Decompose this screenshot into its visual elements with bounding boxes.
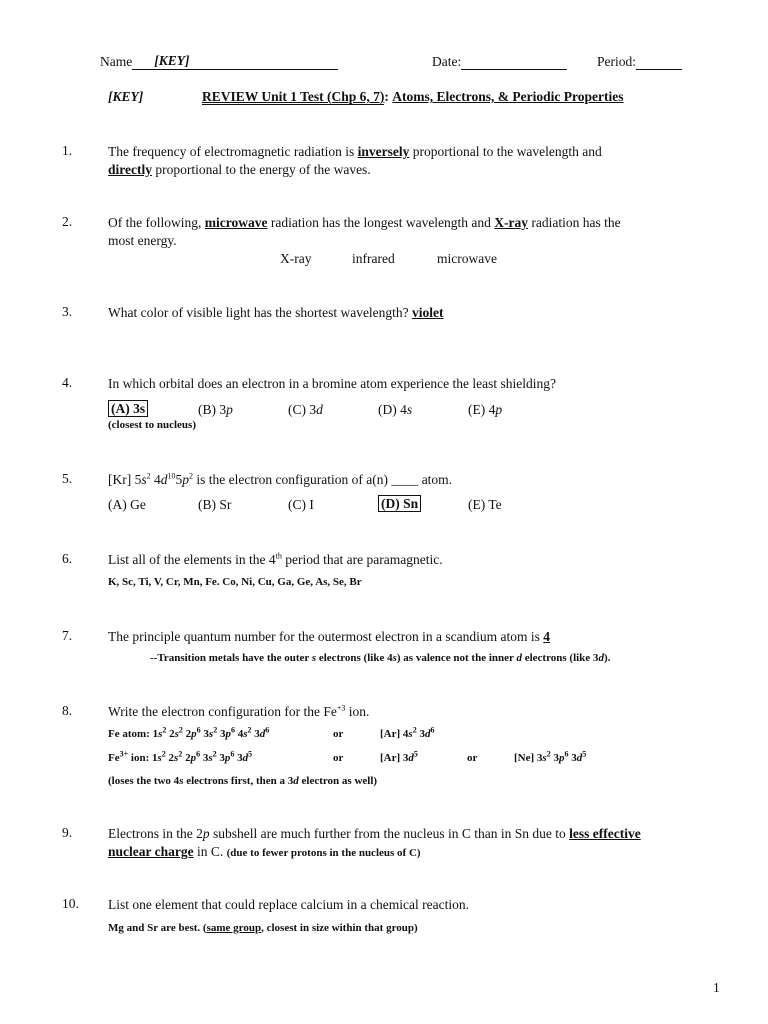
q5-option-b: (B) Sr	[198, 497, 232, 512]
q4-option-e-orbital: p	[495, 402, 503, 417]
q2-option-xray: X-ray	[280, 251, 312, 266]
fe-ion-label-b: ion:	[128, 752, 153, 764]
q9-number: 9.	[62, 825, 73, 840]
q8-note-c: electron as well)	[298, 775, 378, 787]
q8-note-a: (loses the two 4	[108, 775, 180, 787]
q5-cfg-a: [Kr] 5	[108, 472, 142, 487]
q9-t1i: p	[202, 826, 210, 841]
q4-option-d	[378, 402, 412, 418]
q2-t1: Of the following,	[108, 215, 205, 230]
q7-n2: electrons (like 4	[316, 652, 393, 664]
q9-note: (due to fewer protons in the nucleus of C)	[226, 847, 421, 859]
q8-note-b: electrons first, then a 3	[183, 775, 294, 787]
q7-n1i: s	[311, 652, 317, 664]
q8-number: 8.	[62, 703, 73, 718]
q4-number: 4.	[62, 375, 73, 390]
q8-fe-atom-config: Fe atom: $1s^2$ $2s^2$ $2p^6$ $3s^2$ $3p^6$ $4s^2$ $3d^6$	[108, 725, 270, 740]
q1-t3: proportional to the energy of the waves.	[152, 162, 371, 177]
q5-cfg-h: p	[182, 472, 190, 487]
q7-n1: --Transition metals have the outer	[150, 652, 312, 664]
q7-t1: The principle quantum number for the outermost electron in a scandium atom is	[108, 629, 544, 644]
q3-answer: violet	[412, 305, 444, 320]
fe-ion-label: Fe	[108, 752, 120, 764]
q8-note-i: s	[179, 775, 184, 787]
q10-answer	[108, 922, 418, 934]
q2-answer2: X-ray	[494, 215, 529, 230]
q9-text	[108, 825, 718, 862]
q10-a2: same group	[206, 922, 262, 934]
q2-answer1: microwave	[204, 215, 268, 230]
q2-t3: radiation has the	[528, 215, 621, 230]
q2-text	[108, 214, 718, 250]
q4-option-a-label: (A) 3s	[108, 400, 148, 417]
q7-note	[150, 652, 610, 664]
q8-fe-atom-short: [Ar] $4s^2$ $3d^6$	[380, 725, 435, 740]
q6-t1: List all of the elements in the 4	[108, 552, 276, 567]
q9-t2: subshell are much further from the nucleus in C than in Sn due to	[209, 826, 570, 841]
q5-number: 5.	[62, 471, 73, 486]
q6-text	[108, 551, 718, 569]
q9-t1: Electrons in the 2	[108, 826, 203, 841]
q5-cfg-b: s	[141, 472, 147, 487]
q4-option-d-orbital: s	[406, 402, 413, 417]
q9-t3: in C.	[193, 844, 227, 859]
q2-t4: most energy.	[108, 233, 177, 248]
q6-answer: K, Sc, Ti, V, Cr, Mn, Fe. Co, Ni, Cu, Ga, Ge, As, Se, Br	[108, 576, 362, 588]
q4-option-b-orbital: p	[226, 402, 233, 417]
page-number: 1	[713, 980, 720, 995]
name-field	[100, 54, 338, 70]
q2-t2: radiation has the longest wavelength and	[267, 215, 495, 230]
q4-option-c	[288, 402, 323, 418]
q4-option-b-label: (B) 3	[198, 402, 227, 417]
q5-cfg-e: d	[160, 472, 168, 487]
q4-option-a	[108, 401, 148, 417]
page-title	[202, 89, 624, 105]
q4-option-c-label: (C) 3	[288, 402, 317, 417]
q8-or-2: or	[333, 752, 344, 764]
title-key: [KEY]	[108, 89, 144, 104]
period-field	[597, 54, 682, 70]
q10-a1: Mg and Sr are best. (	[108, 922, 207, 934]
q7-number: 7.	[62, 628, 73, 643]
date-blank	[461, 54, 567, 70]
name-label: Name	[100, 54, 133, 69]
q7-text	[108, 628, 718, 646]
q8-t1: Write the electron configuration for the Fe	[108, 704, 337, 719]
q8-or-1: or	[333, 728, 344, 740]
q6-t2: period that are paramagnetic.	[281, 552, 443, 567]
q7-answer: 4	[543, 629, 551, 644]
q9-answer1: less effective	[569, 826, 641, 841]
q10-text: List one element that could replace calcium in a chemical reaction.	[108, 897, 469, 912]
q5-option-a: (A) Ge	[108, 497, 146, 512]
q8-fe-ion-config: $Fe^{3+}$ ion: $1s^2$ $2s^2$ $2p^6$ $3s^2$ $3p^6$ $3d^5$	[108, 749, 253, 764]
q5-cfg-g: 5	[175, 472, 183, 487]
q3-text	[108, 304, 718, 322]
q8-fe-ion-ne: [Ne] $3s^2$ $3p^6$ $3d^5$	[514, 749, 587, 764]
q4-note: (closest to nucleus)	[108, 419, 196, 431]
title-main: REVIEW Unit 1 Test (Chp 6, 7)	[202, 89, 385, 104]
q8-fe-ion-short: [Ar] $3d^5$	[380, 749, 418, 764]
q3-number: 3.	[62, 304, 73, 319]
q1-answer1: inversely	[357, 144, 410, 159]
q1-answer2: directly	[108, 162, 152, 177]
q1-number: 1.	[62, 143, 73, 158]
q7-n2i: s	[392, 652, 397, 664]
q5-option-d	[378, 496, 421, 512]
q6-sup: th	[275, 551, 282, 561]
q5-t1: is the electron configuration of a(n) ____ atom.	[193, 472, 453, 487]
q4-option-e-label: (E) 4	[468, 402, 496, 417]
q6-number: 6.	[62, 551, 73, 566]
q8-text	[108, 703, 718, 721]
q4-option-b	[198, 402, 233, 418]
q5-text	[108, 471, 718, 489]
q1-text	[108, 143, 718, 179]
q8-note-i2: d	[293, 775, 299, 787]
fe-ion-charge: 3+	[119, 749, 129, 759]
period-blank	[636, 54, 682, 70]
q10-number: 10.	[62, 896, 79, 911]
q5-cfg-f: 10	[167, 471, 176, 481]
q7-n4: electrons (like 3	[521, 652, 599, 664]
q1-t2: proportional to the wavelength and	[409, 144, 602, 159]
q8-t2: ion.	[345, 704, 370, 719]
q4-option-d-label: (D) 4	[378, 402, 407, 417]
q8-or-3: or	[467, 752, 478, 764]
date-field	[432, 54, 567, 70]
q5-option-c: (C) I	[288, 497, 314, 512]
q4-text: In which orbital does an electron in a bromine atom experience the least shielding?	[108, 376, 556, 391]
q8-note	[108, 775, 377, 787]
date-label: Date:	[432, 54, 462, 69]
title-topic: Atoms, Electrons, & Periodic Properties	[392, 89, 624, 104]
q7-n5: ).	[603, 652, 611, 664]
title-colon: :	[384, 89, 389, 104]
q5-cfg-c: 2	[146, 471, 151, 481]
period-label: Period:	[597, 54, 636, 69]
q5-cfg-i: 2	[189, 471, 194, 481]
q2-number: 2.	[62, 214, 73, 229]
q1-t1: The frequency of electromagnetic radiation is	[108, 144, 358, 159]
name-value: [KEY]	[154, 53, 190, 68]
q2-option-microwave: microwave	[437, 251, 497, 266]
q8-sup: +3	[336, 703, 346, 713]
q2-option-infrared: infrared	[352, 251, 395, 266]
name-blank	[132, 54, 338, 70]
q7-n3i: d	[516, 652, 522, 664]
q4-option-c-orbital: d	[316, 402, 323, 417]
q4-option-e	[468, 402, 502, 418]
q5-option-e: (E) Te	[468, 497, 502, 512]
q7-n4i: d	[598, 652, 604, 664]
fe-atom-label: Fe atom:	[108, 728, 153, 740]
q9-answer2: nuclear charge	[108, 844, 194, 859]
q3-t1: What color of visible light has the shortest wavelength?	[108, 305, 413, 320]
q5-option-d-label: (D) Sn	[378, 495, 421, 512]
q5-cfg-d: 4	[154, 472, 161, 487]
q10-a3: , closest in size within that group)	[261, 922, 418, 934]
q7-n3: ) as valence not the inner	[396, 652, 517, 664]
